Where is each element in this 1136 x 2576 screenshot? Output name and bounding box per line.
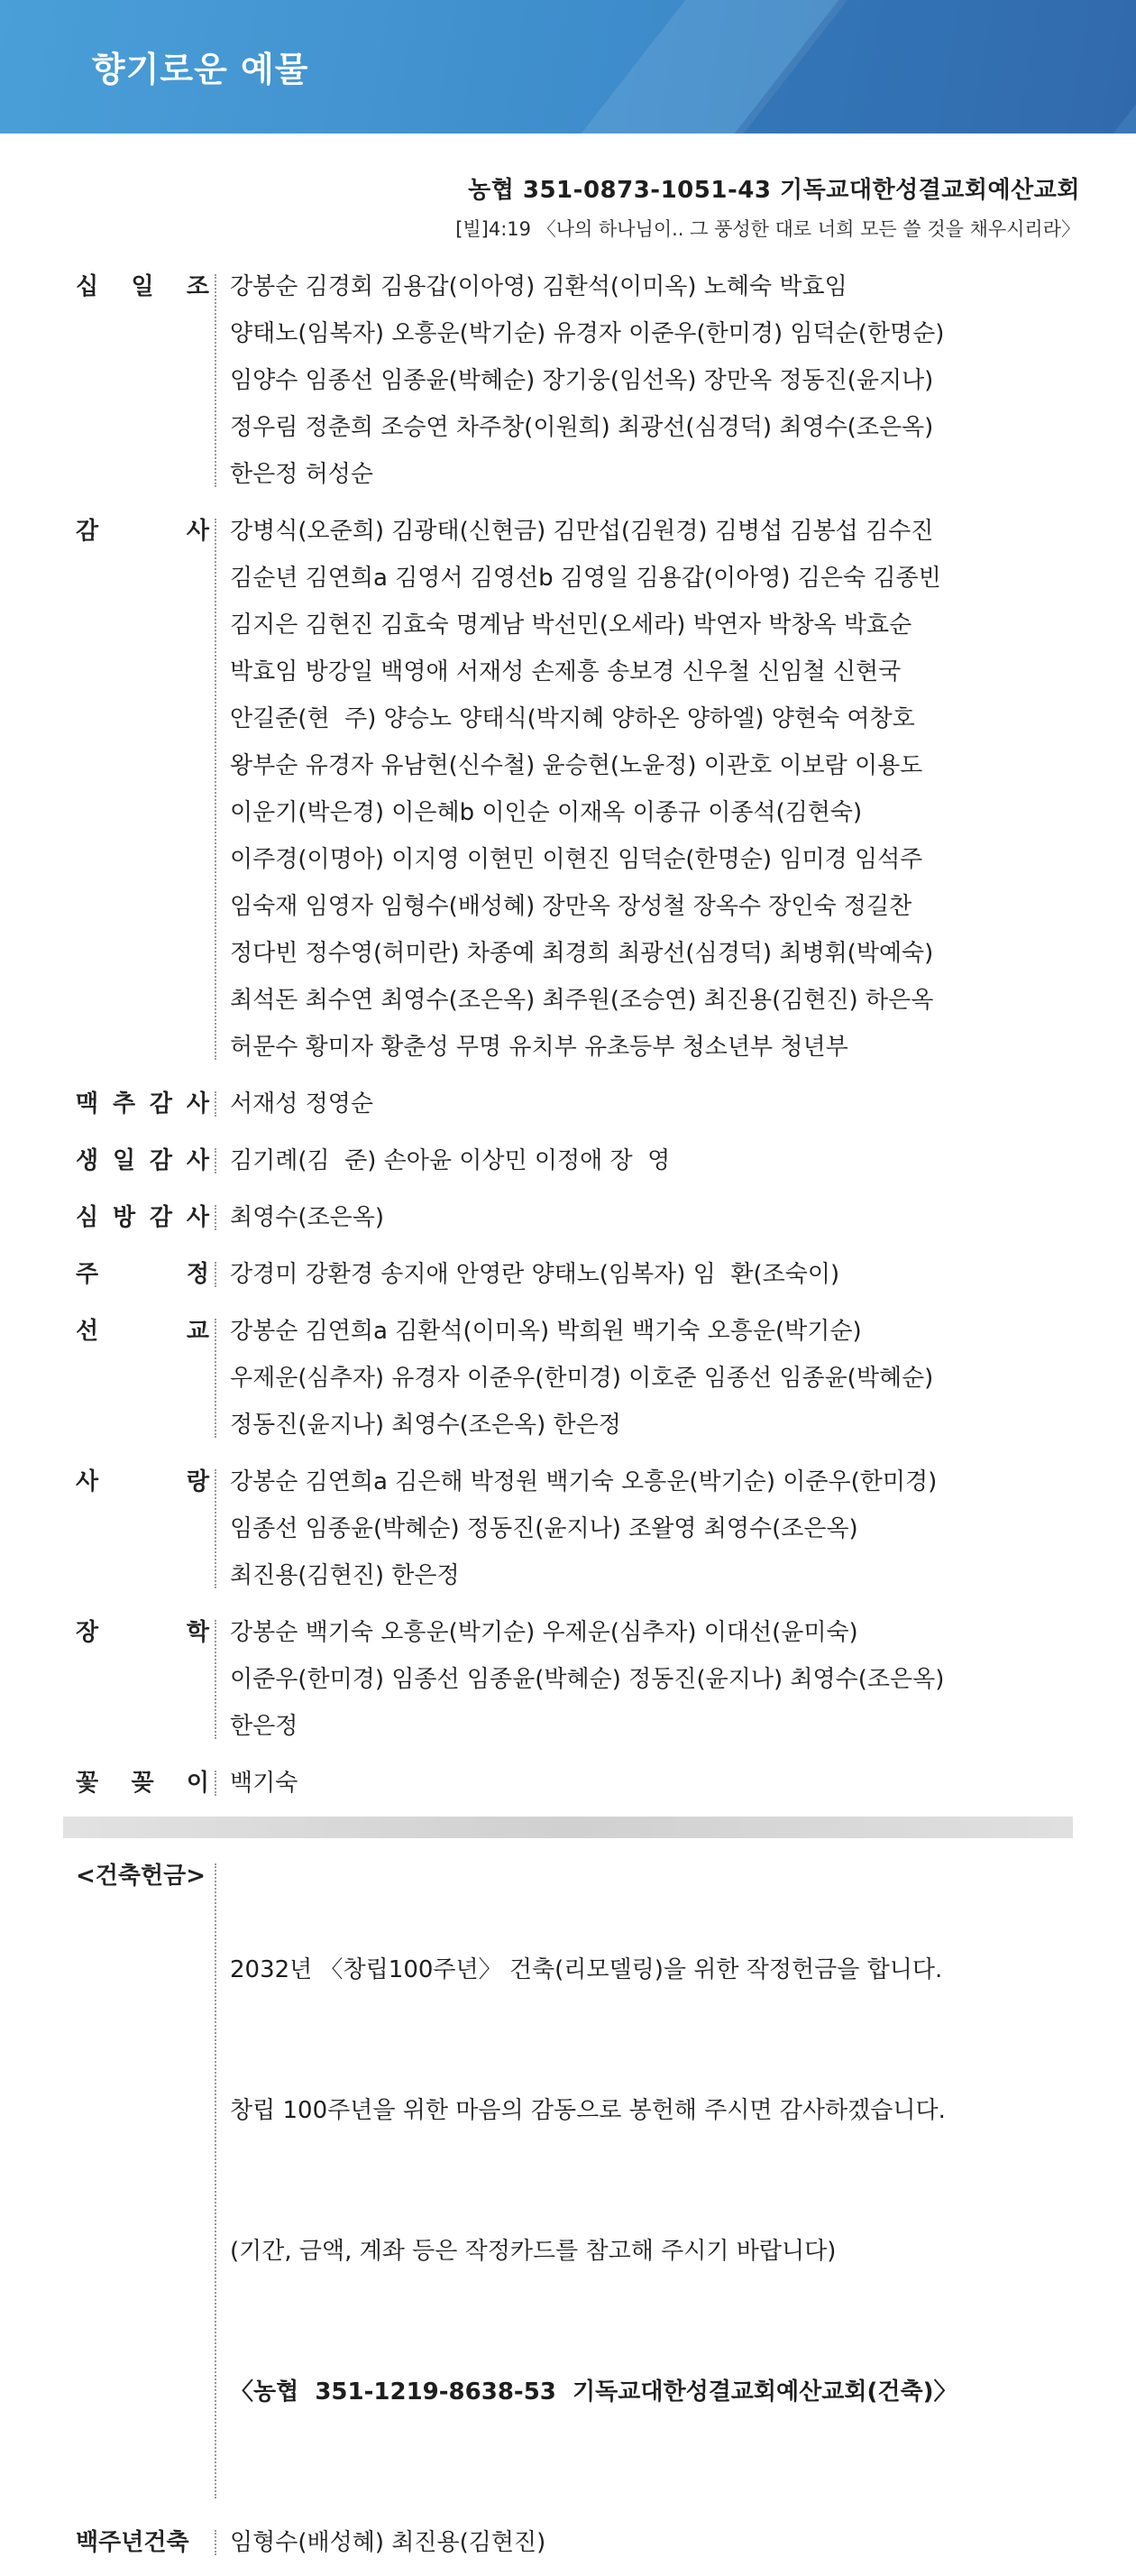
- offering-row: [0, 1137, 1136, 1184]
- label-char: 꽂: [131, 1770, 154, 1797]
- label-char: 사: [186, 1147, 209, 1174]
- offering-row: [0, 1458, 1136, 1599]
- offerings-list: [0, 263, 1136, 2576]
- donor-names: 강봉순 김경회 김용갑(이아영) 김환석(이미옥) 노혜숙 박효임 양태노(임복자) 오흥운(박기순) 유경자 이준우(한미경) 임덕순(한명순) 임양수 임종선 임종윤(박혜순) 장기웅(임선옥) 장만옥 정동진(윤지나) 정우림 정춘희 조승연 차주창(이원희) 최광선(심경덕) 최영수(조은옥) 한은정 허성순: [230, 273, 945, 488]
- category-label: [76, 1251, 209, 1298]
- separator: [215, 274, 216, 487]
- donor-names: 강봉순 김연희a 김환석(이미옥) 박희원 백기숙 오흥운(박기순) 우제운(심추자) 유경자 이준우(한미경) 이호준 임종선 임종윤(박혜순) 정동진(윤지나) 최영수(조은옥) 한은정: [230, 1318, 934, 1439]
- donor-names: 서재성 정영순: [230, 1090, 373, 1118]
- label-char: 일: [112, 1147, 136, 1174]
- label-char: 학: [186, 1619, 209, 1646]
- donor-names: 강병식(오준희) 김광태(신현금) 김만섭(김원경) 김병섭 김봉섭 김수진 김순년 김연희a 김영서 김영선b 김영일 김용갑(이아영) 김은숙 김종빈 김지은 김현진 김효숙 명계남 박선민(오세라) 박연자 박창옥 박효순 박효임 방강일 백영애 서재성 손제흥 송보경 신우철 신임철 신현국 안길준(현 주) 양승노 양태식(박지혜 양하온 양하엘) 양현숙 여창호 왕부순 유경자 유남현(신수철) 윤승현(노윤정) 이관호 이보람 이용도 이운기(박은경) 이은혜b 이인순 이재옥 이종규 이종석(김현숙) 이주경(이명아) 이지영 이현민 이현진 임덕순(한명순) 임미경 임석주 임숙재 임영자 임형수(배성혜) 장만옥 장성철 장옥수 장인숙 정길찬 정다빈 정수영(허미란) 차종예 최경희 최광선(심경덕) 최병휘(박예숙) 최석돈 최수연 최영수(조은옥) 최주원(조승연) 최진용(김현진) 하은옥 허문수 황미자 황춘성 무명 유치부 유초등부 청소년부 청년부: [230, 518, 941, 1061]
- offering-row: [0, 1609, 1136, 1750]
- separator: [215, 1148, 216, 1173]
- donor-names: 임형수(배성혜) 최진용(김현진): [230, 2529, 546, 2556]
- donor-names: 김기례(김 준) 손아윤 이상민 이정애 장 영: [230, 1147, 671, 1174]
- label-char: 감: [149, 1204, 173, 1231]
- offering-row: [0, 1081, 1136, 1127]
- category-label: 백주년건축: [76, 2529, 189, 2556]
- separator: [215, 1469, 216, 1588]
- label-char: 십: [76, 273, 99, 300]
- offering-row: [0, 1760, 1136, 1807]
- building-line: 창립 100주년을 위한 마음의 감동으로 봉헌해 주시면 감사하겠습니다.: [230, 2097, 946, 2124]
- offering-row: [0, 1194, 1136, 1241]
- label-char: 이: [186, 1770, 209, 1797]
- building-fund-text: [230, 1853, 1077, 2509]
- label-char: 생: [76, 1147, 99, 1174]
- separator: [215, 1863, 216, 2498]
- category-label: [76, 263, 209, 310]
- label-char: 사: [186, 518, 209, 545]
- label-char: 주: [76, 1261, 99, 1288]
- label-char: 선: [76, 1318, 99, 1345]
- label-char: 조: [186, 273, 209, 300]
- offering-row: [0, 508, 1136, 1071]
- donor-names: 강봉순 백기숙 오흥운(박기순) 우제운(심추자) 이대선(윤미숙) 이준우(한미경) 임종선 임종윤(박혜순) 정동진(윤지나) 최영수(조은옥) 한은정: [230, 1619, 945, 1740]
- offering-rows: [0, 263, 1136, 1807]
- category-label: [76, 1458, 209, 1505]
- building-fund-row: [0, 1853, 1136, 2509]
- donor-names: 백기숙: [230, 1770, 298, 1797]
- label-char: 사: [186, 1204, 209, 1231]
- category-label: [76, 1081, 209, 1127]
- separator: [215, 1091, 216, 1117]
- donor-names: 강봉순 김연희a 김은해 박정원 백기숙 오흥운(박기순) 이준우(한미경) 임종선 임종윤(박혜순) 정동진(윤지나) 조왈영 최영수(조은옥) 최진용(김현진) 한은정: [230, 1468, 938, 1589]
- separator: [215, 1620, 216, 1739]
- label-char: 장: [76, 1619, 99, 1646]
- category-label: [76, 508, 209, 555]
- category-label: [76, 1308, 209, 1355]
- building-line: (기간, 금액, 계좌 등은 작정카드를 참고해 주시기 바랍니다): [230, 2238, 837, 2265]
- separator: [215, 1319, 216, 1438]
- header-banner: [0, 0, 1136, 133]
- label-char: 정: [186, 1261, 209, 1288]
- label-char: 꽃: [76, 1770, 99, 1797]
- label-char: 감: [76, 518, 99, 545]
- label-char: 랑: [186, 1468, 209, 1495]
- label-char: 일: [131, 273, 154, 300]
- label-char: 방: [112, 1204, 136, 1231]
- label-char: 감: [149, 1147, 173, 1174]
- label-char: 맥: [76, 1090, 99, 1118]
- section-divider: [63, 1817, 1073, 1838]
- label-char: 감: [149, 1090, 173, 1118]
- separator: [215, 1262, 216, 1287]
- offering-row: [0, 1251, 1136, 1298]
- label-char: 심: [76, 1204, 99, 1231]
- separator: [215, 1205, 216, 1230]
- label-char: 교: [186, 1318, 209, 1345]
- offering-row: [0, 1308, 1136, 1449]
- category-label: [76, 1609, 209, 1656]
- page-title: 향기로운 예물: [92, 50, 309, 89]
- label-char: 사: [76, 1468, 99, 1495]
- donor-names: 강경미 강환경 송지애 안영란 양태노(임복자) 임 환(조숙이): [230, 1261, 840, 1288]
- category-label: <건축헌금>: [76, 1863, 206, 1890]
- donor-names: 최영수(조은옥): [230, 1204, 384, 1231]
- separator: [215, 1771, 216, 1796]
- offering-row: [0, 263, 1136, 498]
- label-char: 사: [186, 1090, 209, 1118]
- building-line: 2032년 〈창립100주년〉 건축(리모델링)을 위한 작정헌금을 합니다.: [230, 1956, 943, 1983]
- separator: [215, 519, 216, 1060]
- centennial-row: [0, 2519, 1136, 2566]
- building-account: 〈농협 351-1219-8638-53 기독교대한성결교회예산교회(건축)〉: [230, 2378, 957, 2406]
- category-label: [76, 1137, 209, 1184]
- bank-account: 농협 351-0873-1051-43 기독교대한성결교회예산교회: [468, 177, 1080, 204]
- category-label: [76, 1194, 209, 1241]
- label-char: 추: [112, 1090, 136, 1118]
- separator: [215, 2530, 216, 2555]
- bible-verse: [빌]4:19 〈나의 하나님이.. 그 풍성한 대로 너희 모든 쓸 것을 채우시리라〉: [455, 218, 1080, 240]
- category-label: [76, 1760, 209, 1807]
